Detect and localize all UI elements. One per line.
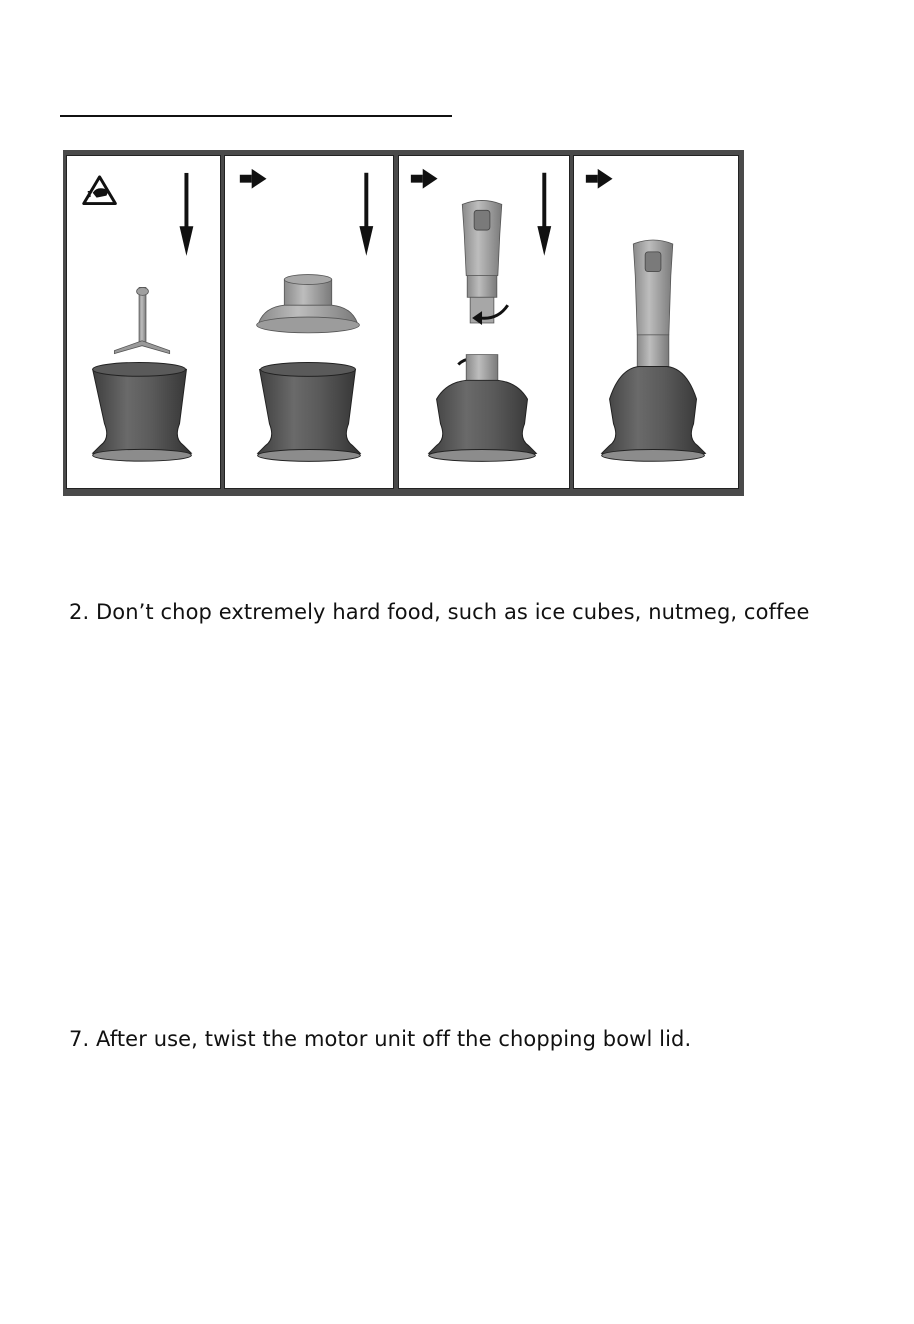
next-arrow-icon bbox=[411, 169, 438, 189]
caution-hand-icon bbox=[84, 177, 116, 204]
panel-3-drawing bbox=[399, 156, 569, 488]
assembly-figure bbox=[63, 150, 744, 496]
lid-part bbox=[257, 275, 360, 333]
panel-2 bbox=[224, 155, 394, 489]
heading-underline bbox=[60, 115, 452, 117]
panel-2-drawing bbox=[225, 156, 393, 488]
panel-4-drawing bbox=[574, 156, 738, 488]
bowl-part bbox=[258, 363, 361, 462]
next-arrow-icon bbox=[240, 169, 267, 189]
instruction-step-7: 7. After use, twist the motor unit off the chopping bowl lid. bbox=[69, 1027, 692, 1051]
motor-unit-part bbox=[462, 200, 502, 323]
down-arrow-icon bbox=[359, 173, 373, 256]
next-arrow-icon bbox=[586, 169, 613, 189]
down-arrow-icon bbox=[180, 173, 194, 256]
blade-part bbox=[114, 287, 169, 353]
assembled-chopper-part bbox=[602, 240, 706, 461]
panel-1 bbox=[66, 155, 221, 489]
instruction-step-2: 2. Don’t chop extremely hard food, such as ice cubes, nutmeg, coffee bbox=[69, 600, 810, 624]
bowl-part bbox=[93, 362, 192, 461]
bowl-with-lid-part bbox=[429, 355, 537, 462]
down-arrow-icon bbox=[537, 173, 551, 256]
panel-4 bbox=[573, 155, 739, 489]
panel-1-drawing bbox=[67, 156, 220, 488]
panel-3 bbox=[398, 155, 570, 489]
